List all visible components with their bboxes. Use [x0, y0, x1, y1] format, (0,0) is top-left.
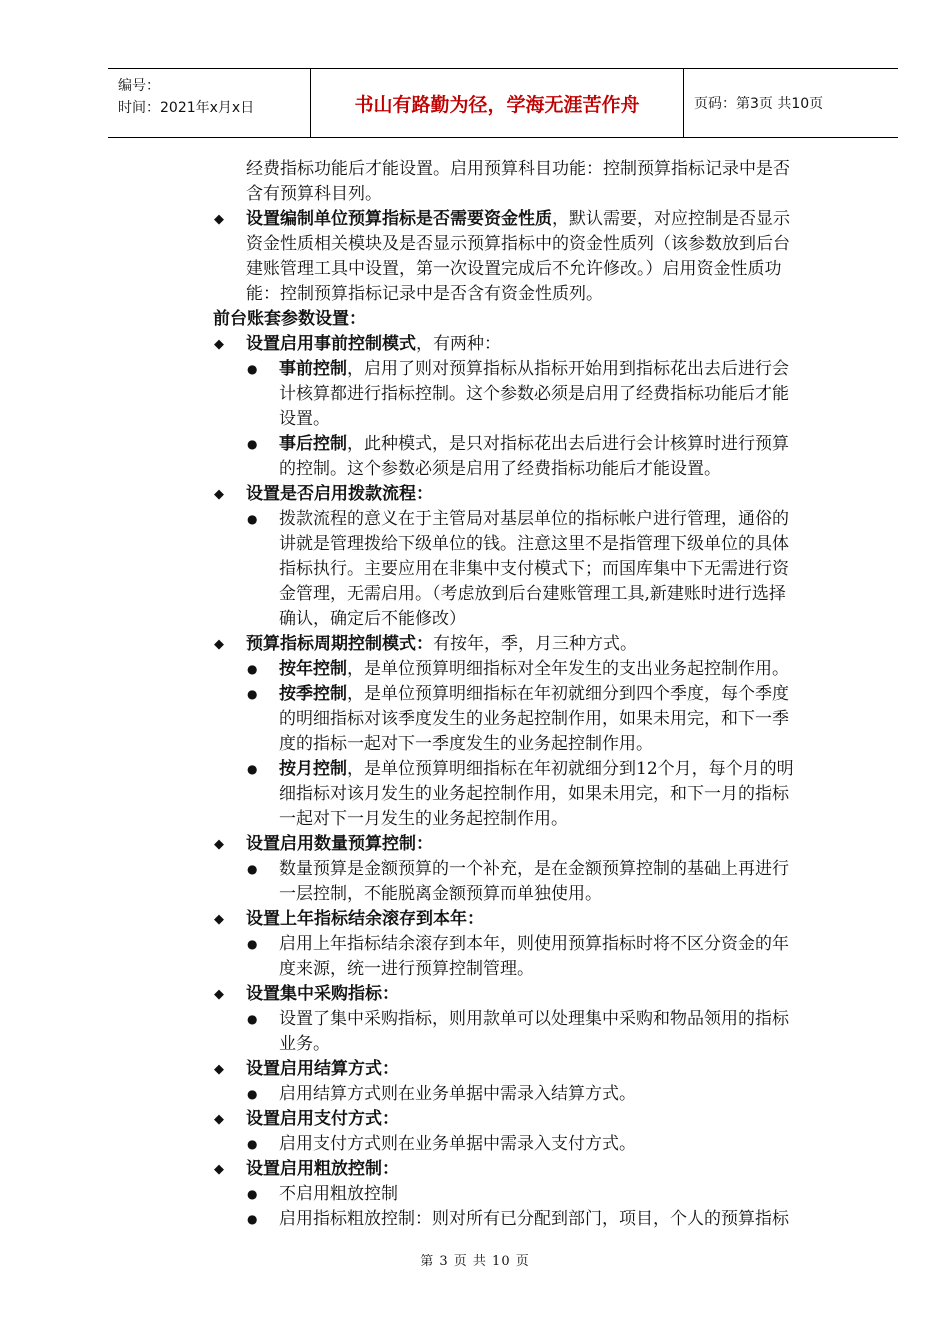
text-line: 业务。 [279, 1034, 330, 1054]
item-text: ，启用了则对预算指标从指标开始用到指标花出去后进行会 [347, 359, 789, 379]
item-text: 启用上年指标结余滚存到本年，则使用预算指标时将不区分资金的年 [279, 934, 789, 954]
item-text: 数量预算是金额预算的一个补充，是在金额预算控制的基础上再进行 [279, 859, 789, 879]
text-line: 能：控制预算指标记录中是否含有资金性质列。 [246, 284, 603, 304]
sub-bullet-item [0, 932, 950, 957]
page-footer: 第 3 页 共 10 页 [420, 1254, 530, 1269]
text-line: 度来源，统一进行预算控制管理。 [279, 959, 534, 979]
bullet-item [0, 1157, 950, 1182]
sub-bullet-item [0, 1182, 950, 1207]
item-text: ，默认需要，对应控制是否显示 [552, 209, 790, 229]
dot-bullet-icon: ● [247, 1212, 258, 1226]
bullet-item [0, 1107, 950, 1132]
dot-bullet-icon: ● [247, 1012, 258, 1026]
dot-bullet-icon: ● [247, 437, 258, 451]
dot-bullet-icon: ● [247, 1137, 258, 1151]
sub-bullet-item [0, 682, 950, 707]
diamond-bullet-icon: ◆ [214, 487, 224, 502]
section-heading: 前台账套参数设置： [213, 309, 366, 329]
item-title: 按季控制 [279, 684, 347, 704]
bullet-item [0, 832, 950, 857]
item-text: ，是单位预算明细指标在年初就细分到四个季度，每个季度 [347, 684, 789, 704]
text-line: 确认，确定后不能修改） [279, 609, 466, 629]
text-line: 含有预算科目列。 [246, 184, 382, 204]
bullet-item [0, 632, 950, 657]
text-line: 资金性质相关模块及是否显示预算指标中的资金性质列（该参数放到后台 [246, 234, 790, 254]
item-text: 启用支付方式则在业务单据中需录入支付方式。 [279, 1134, 636, 1154]
sub-bullet-item [0, 1132, 950, 1157]
header-left-cell [108, 69, 311, 137]
bullet-item [0, 482, 950, 507]
text-line: 细指标对该月发生的业务起控制作用，如果未用完，和下一月的指标 [279, 784, 789, 804]
sub-bullet-item [0, 757, 950, 782]
dot-bullet-icon: ● [247, 937, 258, 951]
diamond-bullet-icon: ◆ [214, 1162, 224, 1177]
text-line: 设置。 [279, 409, 330, 429]
text-line: 建账管理工具中设置，第一次设置完成后不允许修改。）启用资金性质功 [246, 259, 782, 279]
item-title: 设置上年指标结余滚存到本年： [246, 909, 484, 929]
item-title: 设置启用数量预算控制： [246, 834, 433, 854]
text-line: 一层控制，不能脱离金额预算而单独使用。 [279, 884, 602, 904]
diamond-bullet-icon: ◆ [214, 1062, 224, 1077]
bullet-item [0, 907, 950, 932]
dot-bullet-icon: ● [247, 1187, 258, 1201]
text-line: 计核算都进行指标控制。这个参数必须是启用了经费指标功能后才能 [279, 384, 789, 404]
sub-bullet-item [0, 1082, 950, 1107]
diamond-bullet-icon: ◆ [214, 837, 224, 852]
dot-bullet-icon: ● [247, 862, 258, 876]
item-title: 设置集中采购指标： [246, 984, 399, 1004]
diamond-bullet-icon: ◆ [214, 637, 224, 652]
motto: 书山有路勤为径，学海无涯苦作舟 [311, 69, 684, 137]
sub-bullet-item [0, 1207, 950, 1232]
sub-bullet-item [0, 657, 950, 682]
diamond-bullet-icon: ◆ [214, 1112, 224, 1127]
text-line: 的控制。这个参数必须是启用了经费指标功能后才能设置。 [279, 459, 721, 479]
item-title: 按月控制 [279, 759, 347, 779]
item-text: ，此种模式，是只对指标花出去后进行会计核算时进行预算 [347, 434, 789, 454]
diamond-bullet-icon: ◆ [214, 987, 224, 1002]
item-title: 设置启用事前控制模式 [246, 334, 416, 354]
document-body [0, 157, 950, 1232]
diamond-bullet-icon: ◆ [214, 337, 224, 352]
item-title: 按年控制 [279, 659, 347, 679]
dot-bullet-icon: ● [247, 687, 258, 701]
text-line: 指标执行。主要应用在非集中支付模式下；而国库集中下无需进行资 [279, 559, 789, 579]
item-title: 设置启用支付方式： [246, 1109, 399, 1129]
dot-bullet-icon: ● [247, 1087, 258, 1101]
page-info: 页码：第3页 共10页 [694, 96, 824, 112]
item-text: 设置了集中采购指标，则用款单可以处理集中采购和物品领用的指标 [279, 1009, 789, 1029]
item-text: ，是单位预算明细指标对全年发生的支出业务起控制作用。 [347, 659, 789, 679]
item-title: 事后控制 [279, 434, 347, 454]
item-title: 设置启用粗放控制： [246, 1159, 399, 1179]
item-title: 设置是否启用拨款流程： [246, 484, 433, 504]
item-text: 启用指标粗放控制：则对所有已分配到部门，项目，个人的预算指标 [279, 1209, 789, 1229]
diamond-bullet-icon: ◆ [214, 912, 224, 927]
item-text: 有按年，季，月三种方式。 [433, 634, 637, 654]
sub-bullet-item [0, 432, 950, 457]
text-line: 讲就是管理拨给下级单位的钱。注意这里不是指管理下级单位的具体 [279, 534, 789, 554]
sub-bullet-item [0, 357, 950, 382]
text-line: 经费指标功能后才能设置。启用预算科目功能：控制预算指标记录中是否 [246, 159, 790, 179]
dot-bullet-icon: ● [247, 512, 258, 526]
item-title: 事前控制 [279, 359, 347, 379]
item-text: 启用结算方式则在业务单据中需录入结算方式。 [279, 1084, 636, 1104]
text-line: 度的指标一起对下一季度发生的业务起控制作用。 [279, 734, 653, 754]
diamond-bullet-icon: ◆ [214, 212, 224, 227]
item-title: 设置启用结算方式： [246, 1059, 399, 1079]
item-text: 不启用粗放控制 [279, 1184, 398, 1204]
bullet-item [0, 982, 950, 1007]
item-text: 拨款流程的意义在于主管局对基层单位的指标帐户进行管理，通俗的 [279, 509, 789, 529]
bullet-item [0, 332, 950, 357]
dot-bullet-icon: ● [247, 362, 258, 376]
item-text: ，有两种： [416, 334, 501, 354]
bullet-item [0, 207, 950, 232]
header-table [108, 68, 898, 138]
number-label: 编号： [118, 78, 160, 94]
item-text: ，是单位预算明细指标在年初就细分到12个月，每个月的明 [347, 759, 794, 779]
text-line: 的明细指标对该季度发生的业务起控制作用，如果未用完，和下一季 [279, 709, 789, 729]
time-label: 时间：2021年x月x日 [118, 100, 255, 116]
sub-bullet-item [0, 1007, 950, 1032]
dot-bullet-icon: ● [247, 762, 258, 776]
text-line: 一起对下一月发生的业务起控制作用。 [279, 809, 568, 829]
item-title: 设置编制单位预算指标是否需要资金性质 [246, 209, 552, 229]
text-line: 金管理，无需启用。（考虑放到后台建账管理工具,新建账时进行选择 [279, 584, 786, 604]
dot-bullet-icon: ● [247, 662, 258, 676]
item-title: 预算指标周期控制模式： [246, 634, 433, 654]
bullet-item [0, 1057, 950, 1082]
sub-bullet-item [0, 507, 950, 532]
sub-bullet-item [0, 857, 950, 882]
